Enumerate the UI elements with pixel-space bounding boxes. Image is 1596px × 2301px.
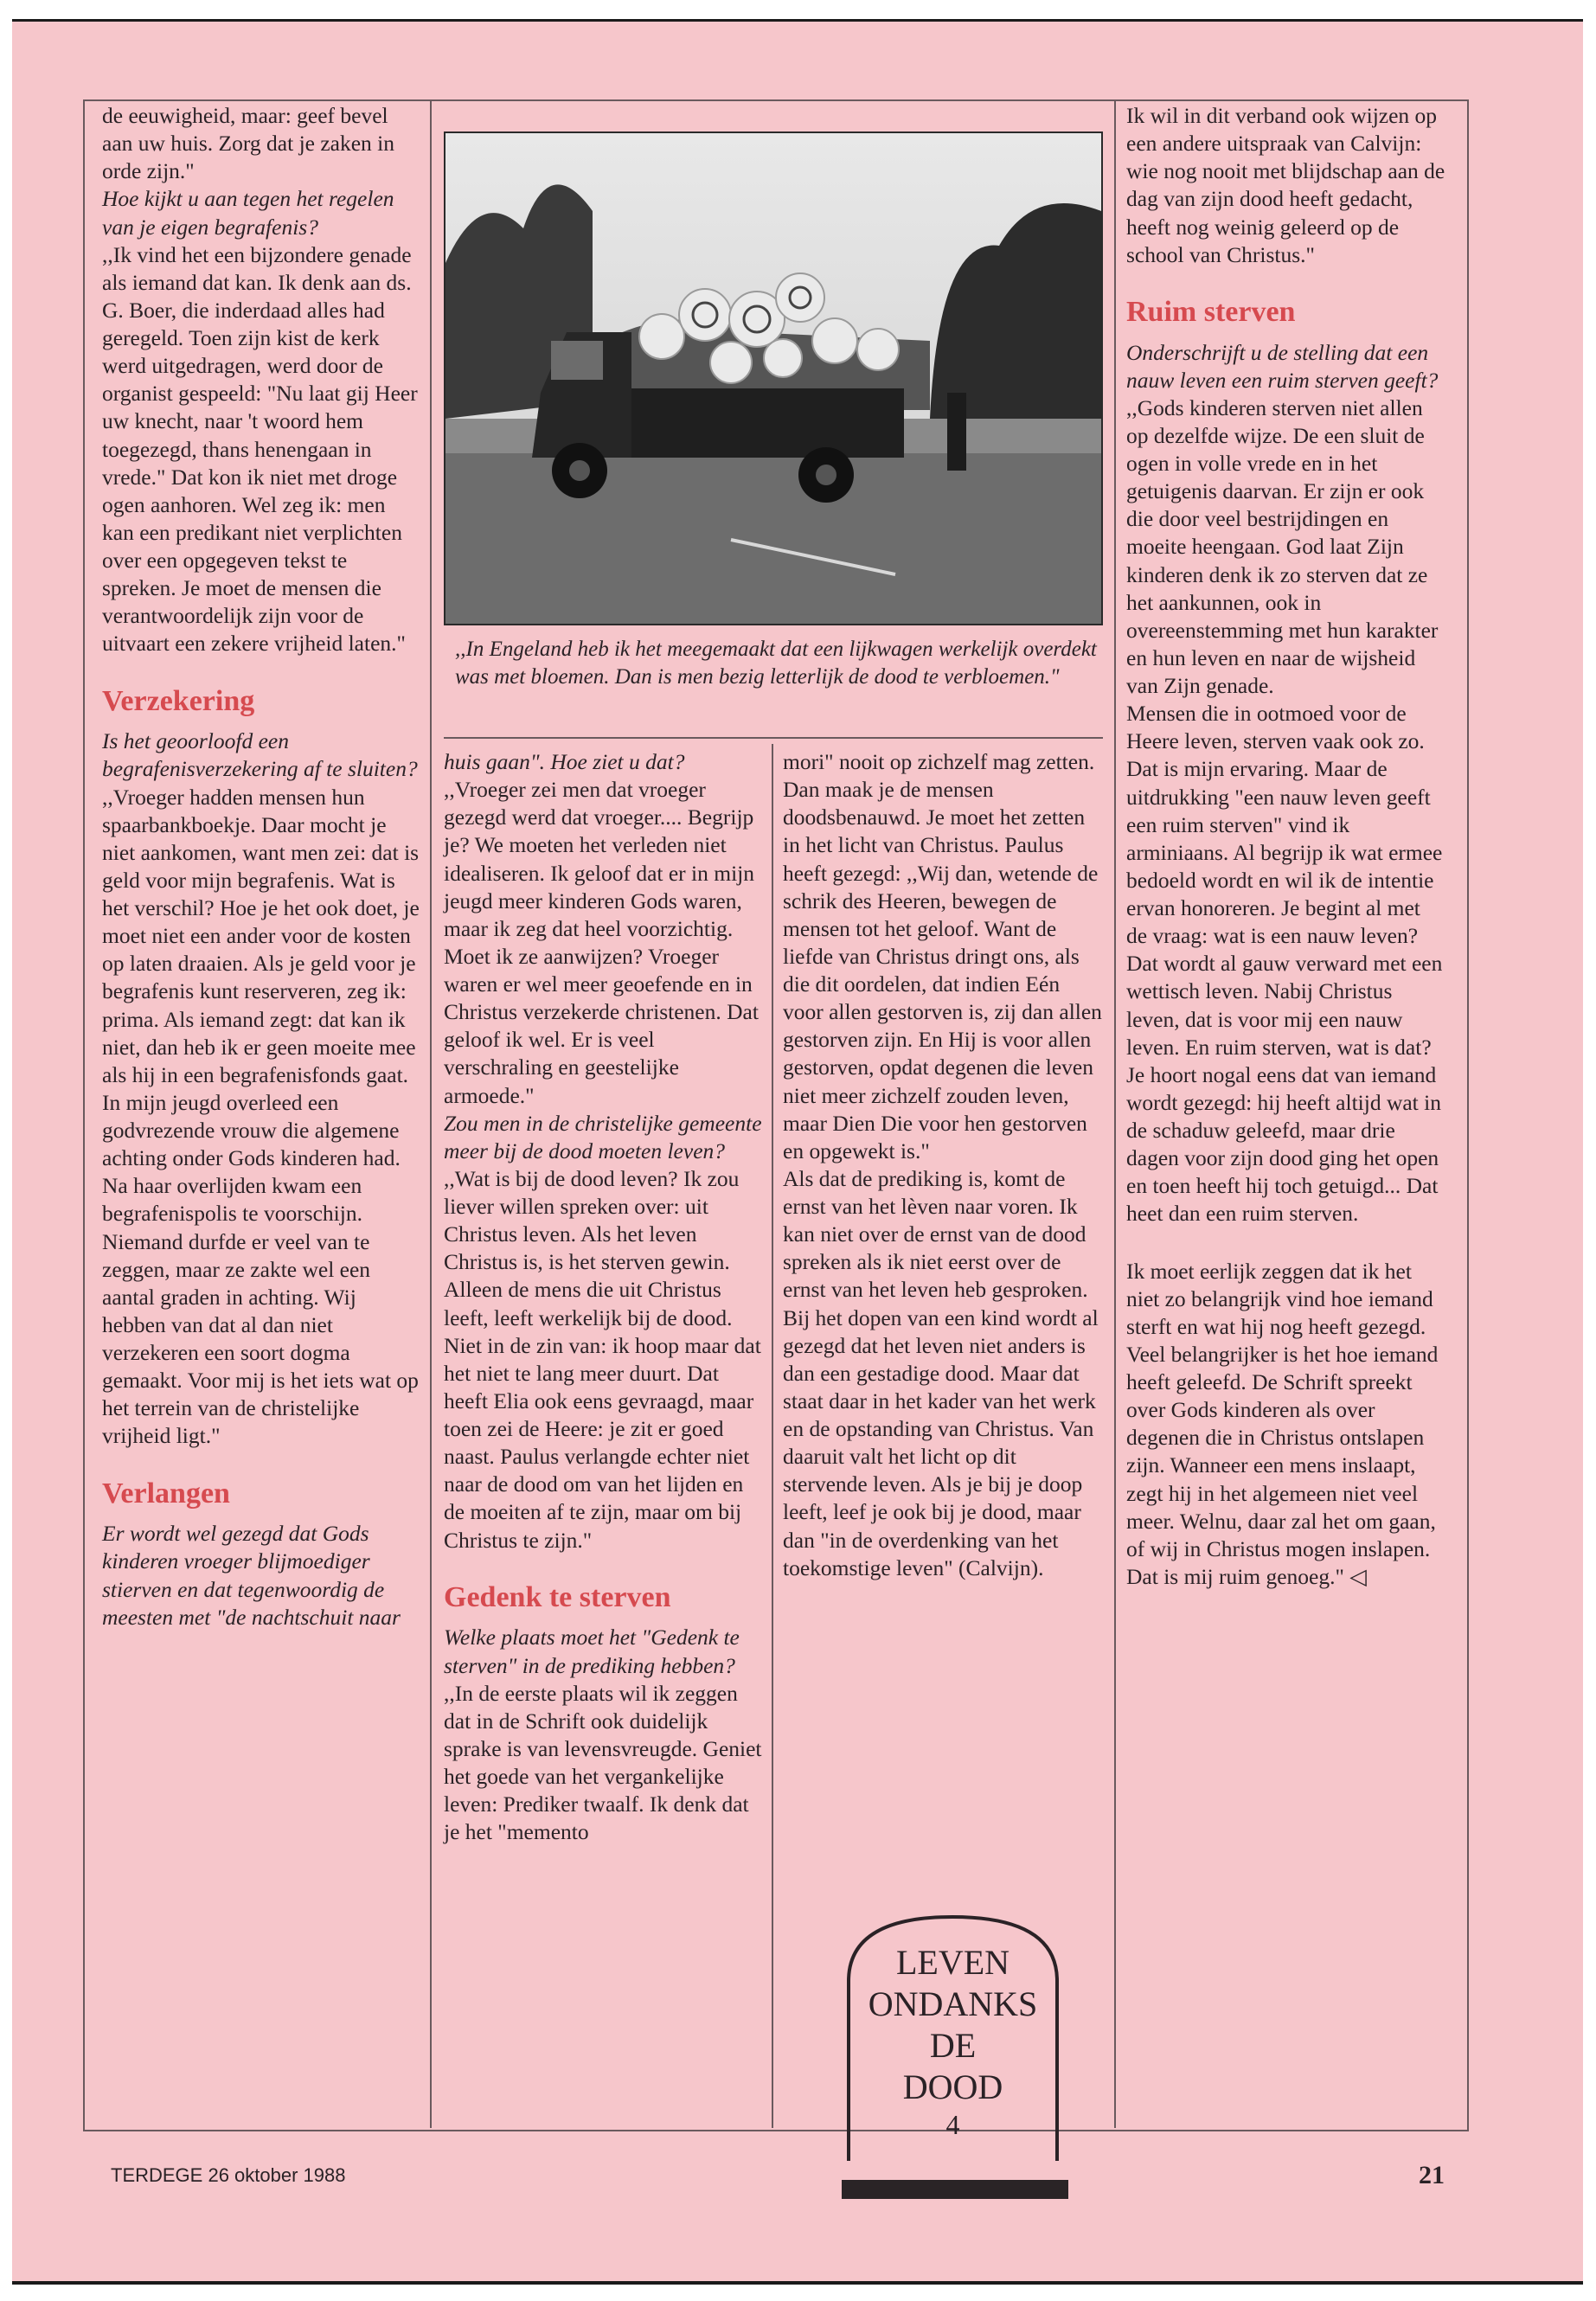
caption-divider [444,737,1103,739]
paragraph: Mensen die in ootmoed voor de Heere leven, sterven vaak ook zo. Dat is mijn ervaring. Maar de uitdrukking "een nauw leven geeft een ruim sterven" vind ik arminiaans. Al begrijp ik wat ermee bedoeld wordt en wil ik de intentie ervan honoreren. Je begint al met de vraag: wat is een nauw leven? Dat wordt al gauw verward met een wettisch leven. Nabij Christus leven, dat is voor mij een nauw leven. En ruim sterven, wat is dat? Je hoort nogal eens dat van iemand wordt gezegd: hij heeft altijd wat in de schaduw geleefd, maar drie dagen voor zijn dood ging het open en toen heeft hij toch getuigd... Dat heet dan een ruim sterven. [1126,701,1443,1227]
interview-question: Onderschrijft u de stelling dat een nauw leven een ruim sterven geeft? [1126,339,1439,393]
interview-question: Is het geoorloofd een begrafenisverzekering af te sluiten? [102,728,418,782]
publication-footer: TERDEGE 26 oktober 1988 [111,2164,346,2186]
section-heading-ruim-sterven: Ruim sterven [1126,295,1296,328]
paragraph: ,,Vroeger zei men dat vroeger gezegd werd dat vroeger.... Begrijp je? We moeten het verleden niet idealiseren. Ik geloof dat er in mijn jeugd meer kinderen Gods waren, maar ik zeg dat heel voorzichtig. Moet ik ze aanwijzen? Vroeger waren er wel meer geoefende en in Christus verzekerde christenen. Dat geloof ik wel. Er is veel verschraling en geestelijke armoede." [444,777,759,1108]
paragraph: de eeuwigheid, maar: geef bevel aan uw huis. Zorg dat je zaken in orde zijn." [102,103,395,184]
paragraph: Ik wil in dit verband ook wijzen op een andere uitspraak van Calvijn: wie nog nooit met blijdschap aan de dag van zijn dood heeft gedacht, heeft nog weinig geleerd op de school van Christus." [1126,103,1445,267]
tombstone-base [842,2180,1068,2199]
paragraph: ,,Gods kinderen sterven niet allen op dezelfde wijze. De een sluit de ogen in volle vrede en in het getuigenis daarvan. Er zijn er ook die door veel bestrijdingen en moeite heengaan. God laat Zijn kinderen denk ik zo sterven dat ze het aankunnen, ook in overeenstemming met hun karakter en hun leven en naar de wijsheid van Zijn genade. [1126,394,1439,699]
article-column-2 [444,748,764,1846]
interview-question: Hoe kijkt u aan tegen het regelen van je eigen begrafenis? [102,186,394,240]
article-column-4 [1126,102,1446,1591]
section-heading-verzekering: Verzekering [102,684,255,717]
article-column-3 [783,748,1103,1582]
tombstone-line-3: DE [929,2026,977,2065]
page-number: 21 [1419,2161,1445,2189]
paragraph: ,,Ik vind het een bijzondere genade als iemand dat kan. Ik denk aan ds. G. Boer, die inderdaad alles had geregeld. Toen zijn kist de kerk werd uitgedragen, werd door de organist gespeeld: "Nu laat gij Heer uw knecht, naar 't woord hem toegezegd, thans henengaan in vrede." Dat kon ik niet met droge ogen aanhoren. Wel zeg ik: men kan een predikant niet verplichten over een opgegeven tekst te spreken. Je moet de mensen die verantwoordelijk zijn voor de uitvaart een zekere vrijheid laten." [102,241,418,657]
series-tombstone-logo [843,1912,1062,2163]
paragraph: Ik moet eerlijk zeggen dat ik het niet zo belangrijk vind hoe iemand sterft en wat hij nog heeft gezegd. Veel belangrijker is het hoe iemand heeft geleefd. De Schrift spreekt over Gods kinderen als over degenen die in Christus ontslapen zijn. Wanneer een mens inslaapt, zegt hij in het algemeen niet veel meer. Welnu, daar zal het om gaan, of wij in Christus mogen inslapen. Dat is mij ruim genoeg." ◁ [1126,1258,1439,1589]
column-divider-1 [430,99,432,2128]
article-column-1 [102,102,422,1631]
section-heading-gedenk-te-sterven: Gedenk te sterven [444,1580,671,1613]
interview-question: Welke plaats moet het "Gedenk te sterven" in de prediking hebben? [444,1625,740,1678]
paragraph: ,,Vroeger hadden mensen hun spaarbankboekje. Daar mocht je niet aankomen, want men zei: dat is geld voor mijn begrafenis. Wat is het verschil? Hoe je het ook doet, je moet niet een ander voor de kosten op laten draaien. Als je geld voor je begrafenis kunt reserveren, zeg ik: prima. Als iemand zegt: dat kan ik niet, dan heb ik er geen moeite mee als hij in een begrafenisfonds gaat. In mijn jeugd overleed een godvrezende vrouw die algemene achting onder Gods kinderen had. Na haar overlijden kwam een begrafenispolis te voorschijn. Niemand durfde er veel van te zeggen, maar ze zakte wel een aantal graden in achting. Wij hebben van dat al dan niet verzekeren een soort dogma gemaakt. Voor mij is het iets wat op het terrein van de christelijke vrijheid ligt." [102,784,420,1449]
tombstone-series-number: 4 [945,2109,960,2140]
paragraph: Als dat de prediking is, komt de ernst van het lèven naar voren. Ik kan niet over de ernst van de dood spreken als ik niet eerst over de ernst van het leven heb gesproken. Bij het dopen van een kind wordt al gezegd dat het leven niet anders is dan een gestadige dood. Maar dat staat daar in het kader van het werk en de opstanding van Christus. Van daaruit valt het licht op dit stervende leven. Als je bij je doop leeft, leef je ook bij je dood, maar dan "in de overdenking van het toekomstige leven" (Calvijn). [783,1165,1099,1580]
tombstone-line-2: ONDANKS [868,1984,1038,2023]
interview-question: Er wordt wel gezegd dat Gods kinderen vroeger blijmoediger stierven en dat tegenwoordig de meesten met "de nachtschuit naar [102,1521,401,1630]
paragraph: ,,Wat is bij de dood leven? Ik zou liever willen spreken over: uit Christus leven. Als het leven Christus is, is het sterven gewin. Alleen de mens die uit Christus leeft, leeft werkelijk bij de dood. Niet in de zin van: ik hoop maar dat het niet te lang meer duurt. Dat heeft Elia ook eens gevraagd, maar toen zei de Heere: je zit er goed naast. Paulus verlangde echter niet naar de dood om van het lijden en de moeiten af te zijn, maar om bij Christus te zijn." [444,1165,761,1553]
interview-question: Zou men in de christelijke gemeente meer bij de dood moeten leven? [444,1110,762,1163]
section-heading-verlangen: Verlangen [102,1477,230,1509]
paragraph: ,,In de eerste plaats wil ik zeggen dat in de Schrift ook duidelijk sprake is van levensvreugde. Geniet het goede van het vergankelijke leven: Prediker twaalf. Ik denk dat je het "memento [444,1680,762,1845]
column-divider-3 [1114,99,1116,2128]
column-divider-2 [772,744,773,2128]
tombstone-line-1: LEVEN [895,1943,1010,1982]
interview-question: huis gaan". Hoe ziet u dat? [444,749,685,774]
paragraph: mori" nooit op zichzelf mag zetten. Dan maak je de mensen doodsbenauwd. Je moet het zetten in het licht van Christus. Paulus heeft gezegd: ,,Wij dan, wetende de schrik des Heeren, bewegen de mensen tot het geloof. Want de liefde van Christus dringt ons, als die dit oordelen, dat indien Eén voor allen gestorven is, zij dan allen gestorven zijn. En Hij is voor allen gestorven, opdat degenen die leven niet meer zichzelf zouden leven, maar Dien Die voor hen gestorven en opgewekt is." [783,749,1102,1163]
tombstone-line-4: DOOD [902,2067,1003,2106]
truck-with-flowers-icon [445,133,1101,624]
photo-caption: ,,In Engeland heb ik het meegemaakt dat een lijkwagen werkelijk overdekt was met bloemen. Dan is men bezig letterlijk de dood te verbloemen." [455,638,1097,689]
funeral-truck-photo [444,131,1103,625]
